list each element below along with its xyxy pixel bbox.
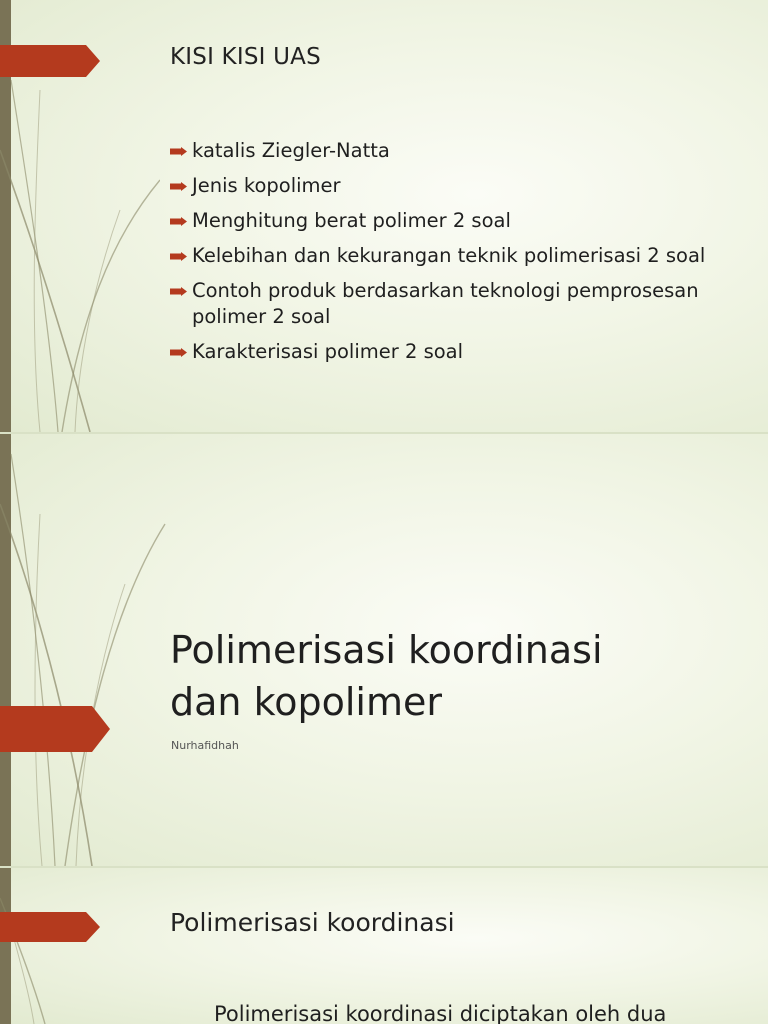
arrow-bullet-icon bbox=[170, 182, 187, 191]
arrow-bullet-icon bbox=[170, 348, 187, 357]
slide-title: KISI KISI UAS bbox=[170, 44, 321, 70]
author-name: Nurhafidhah bbox=[171, 739, 239, 752]
bullet-list bbox=[170, 138, 730, 374]
list-item: Karakterisasi polimer 2 soal bbox=[170, 339, 730, 365]
arrow-bullet-icon bbox=[170, 147, 187, 156]
slide-title-page bbox=[0, 434, 768, 866]
decorative-curves-icon bbox=[0, 434, 170, 866]
presentation-title: Polimerisasi koordinasi dan kopolimer bbox=[170, 628, 603, 724]
chevron-tab-icon bbox=[0, 912, 100, 942]
decorative-curves-icon bbox=[0, 868, 160, 1024]
slide-kisi-kisi bbox=[0, 0, 768, 432]
chevron-tab-icon bbox=[0, 45, 100, 77]
slide-polimerisasi-koordinasi bbox=[0, 868, 768, 1024]
slide-title: Polimerisasi koordinasi bbox=[170, 908, 455, 937]
body-text: Polimerisasi koordinasi diciptakan oleh dua bbox=[214, 1002, 667, 1024]
chevron-tab-icon bbox=[0, 706, 110, 752]
list-item: Menghitung berat polimer 2 soal bbox=[170, 208, 730, 234]
list-item: katalis Ziegler-Natta bbox=[170, 138, 730, 164]
arrow-bullet-icon bbox=[170, 287, 187, 296]
list-item: Kelebihan dan kekurangan teknik polimerisasi 2 soal bbox=[170, 243, 730, 269]
arrow-bullet-icon bbox=[170, 217, 187, 226]
arrow-bullet-icon bbox=[170, 252, 187, 261]
list-item: Contoh produk berdasarkan teknologi pemprosesan polimer 2 soal bbox=[170, 278, 730, 330]
list-item: Jenis kopolimer bbox=[170, 173, 730, 199]
